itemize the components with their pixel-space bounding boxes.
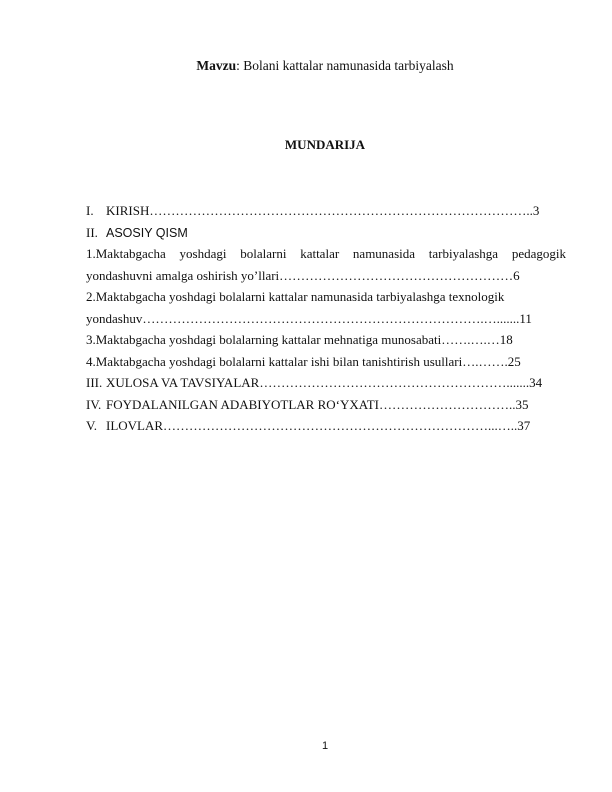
contents-title: MUNDARIJA	[284, 137, 366, 152]
toc-entry-text: XULOSA VA TAVSIYALAR………………………………………………….......34	[106, 375, 543, 390]
topic-separator: :	[236, 58, 240, 73]
toc-entry-text: FOYDALANILGAN ADABIYOTLAR RO‘YXATI…………………………..35	[106, 396, 529, 412]
toc-entry-conclusion[interactable]	[86, 372, 566, 394]
toc-entry-text: 4.Maktabgacha yoshdagi bolalarni kattalar ishi bilan tanishtirish usullari….…….25	[86, 353, 521, 369]
page-number: 1	[321, 740, 329, 752]
toc-entry-section-3[interactable]	[86, 329, 566, 351]
toc-entry-text: yondashuv…………………………………………………………………….….......11	[86, 310, 532, 326]
toc-entry-text: yondashuvni amalga oshirish yo’llari………………………………………………6	[86, 267, 520, 283]
toc-entry-section-2-line-2[interactable]	[86, 308, 566, 330]
toc-entry-text: 3.Maktabgacha yoshdagi bolalarning kattalar mehnatiga munosabati…….….…18	[86, 332, 513, 347]
toc-entry-section-2-line-1[interactable]	[86, 286, 566, 308]
toc-entry-text: 1.Maktabgacha yoshdagi bolalarni kattalar namunasida tarbiyalashga pedagogik	[86, 246, 566, 261]
toc-entry-text: ASOSIY QISM	[106, 225, 188, 240]
toc-entry-text: 2.Maktabgacha yoshdagi bolalarni kattalar namunasida tarbiyalashga texnologik	[86, 289, 505, 304]
topic-label: Mavzu	[196, 58, 237, 73]
topic-heading	[0, 58, 612, 74]
toc-entry-section-1-line-1[interactable]	[86, 243, 566, 265]
toc-entry-number: III.	[86, 375, 103, 390]
toc-entry-references[interactable]	[86, 394, 566, 416]
toc-entry-number: II.	[86, 224, 98, 240]
toc-entry-text: ILOVLAR…………………………………………………………………...…..37	[106, 418, 531, 433]
toc-entry-number: V.	[86, 418, 97, 433]
toc-entry-appendices[interactable]	[86, 415, 566, 437]
toc-entry-number: IV.	[86, 396, 102, 412]
topic-text: Bolani kattalar namunasida tarbiyalash	[239, 58, 454, 73]
toc-entry-introduction[interactable]	[86, 200, 566, 222]
toc-entry-section-4[interactable]	[86, 351, 566, 373]
toc-entry-number: I.	[86, 203, 94, 218]
table-of-contents	[86, 200, 566, 437]
toc-entry-section-1-line-2[interactable]	[86, 265, 566, 287]
toc-entry-main-part[interactable]	[86, 222, 566, 244]
toc-entry-text: KIRISH……………………………………………………………………………..3	[106, 203, 540, 218]
